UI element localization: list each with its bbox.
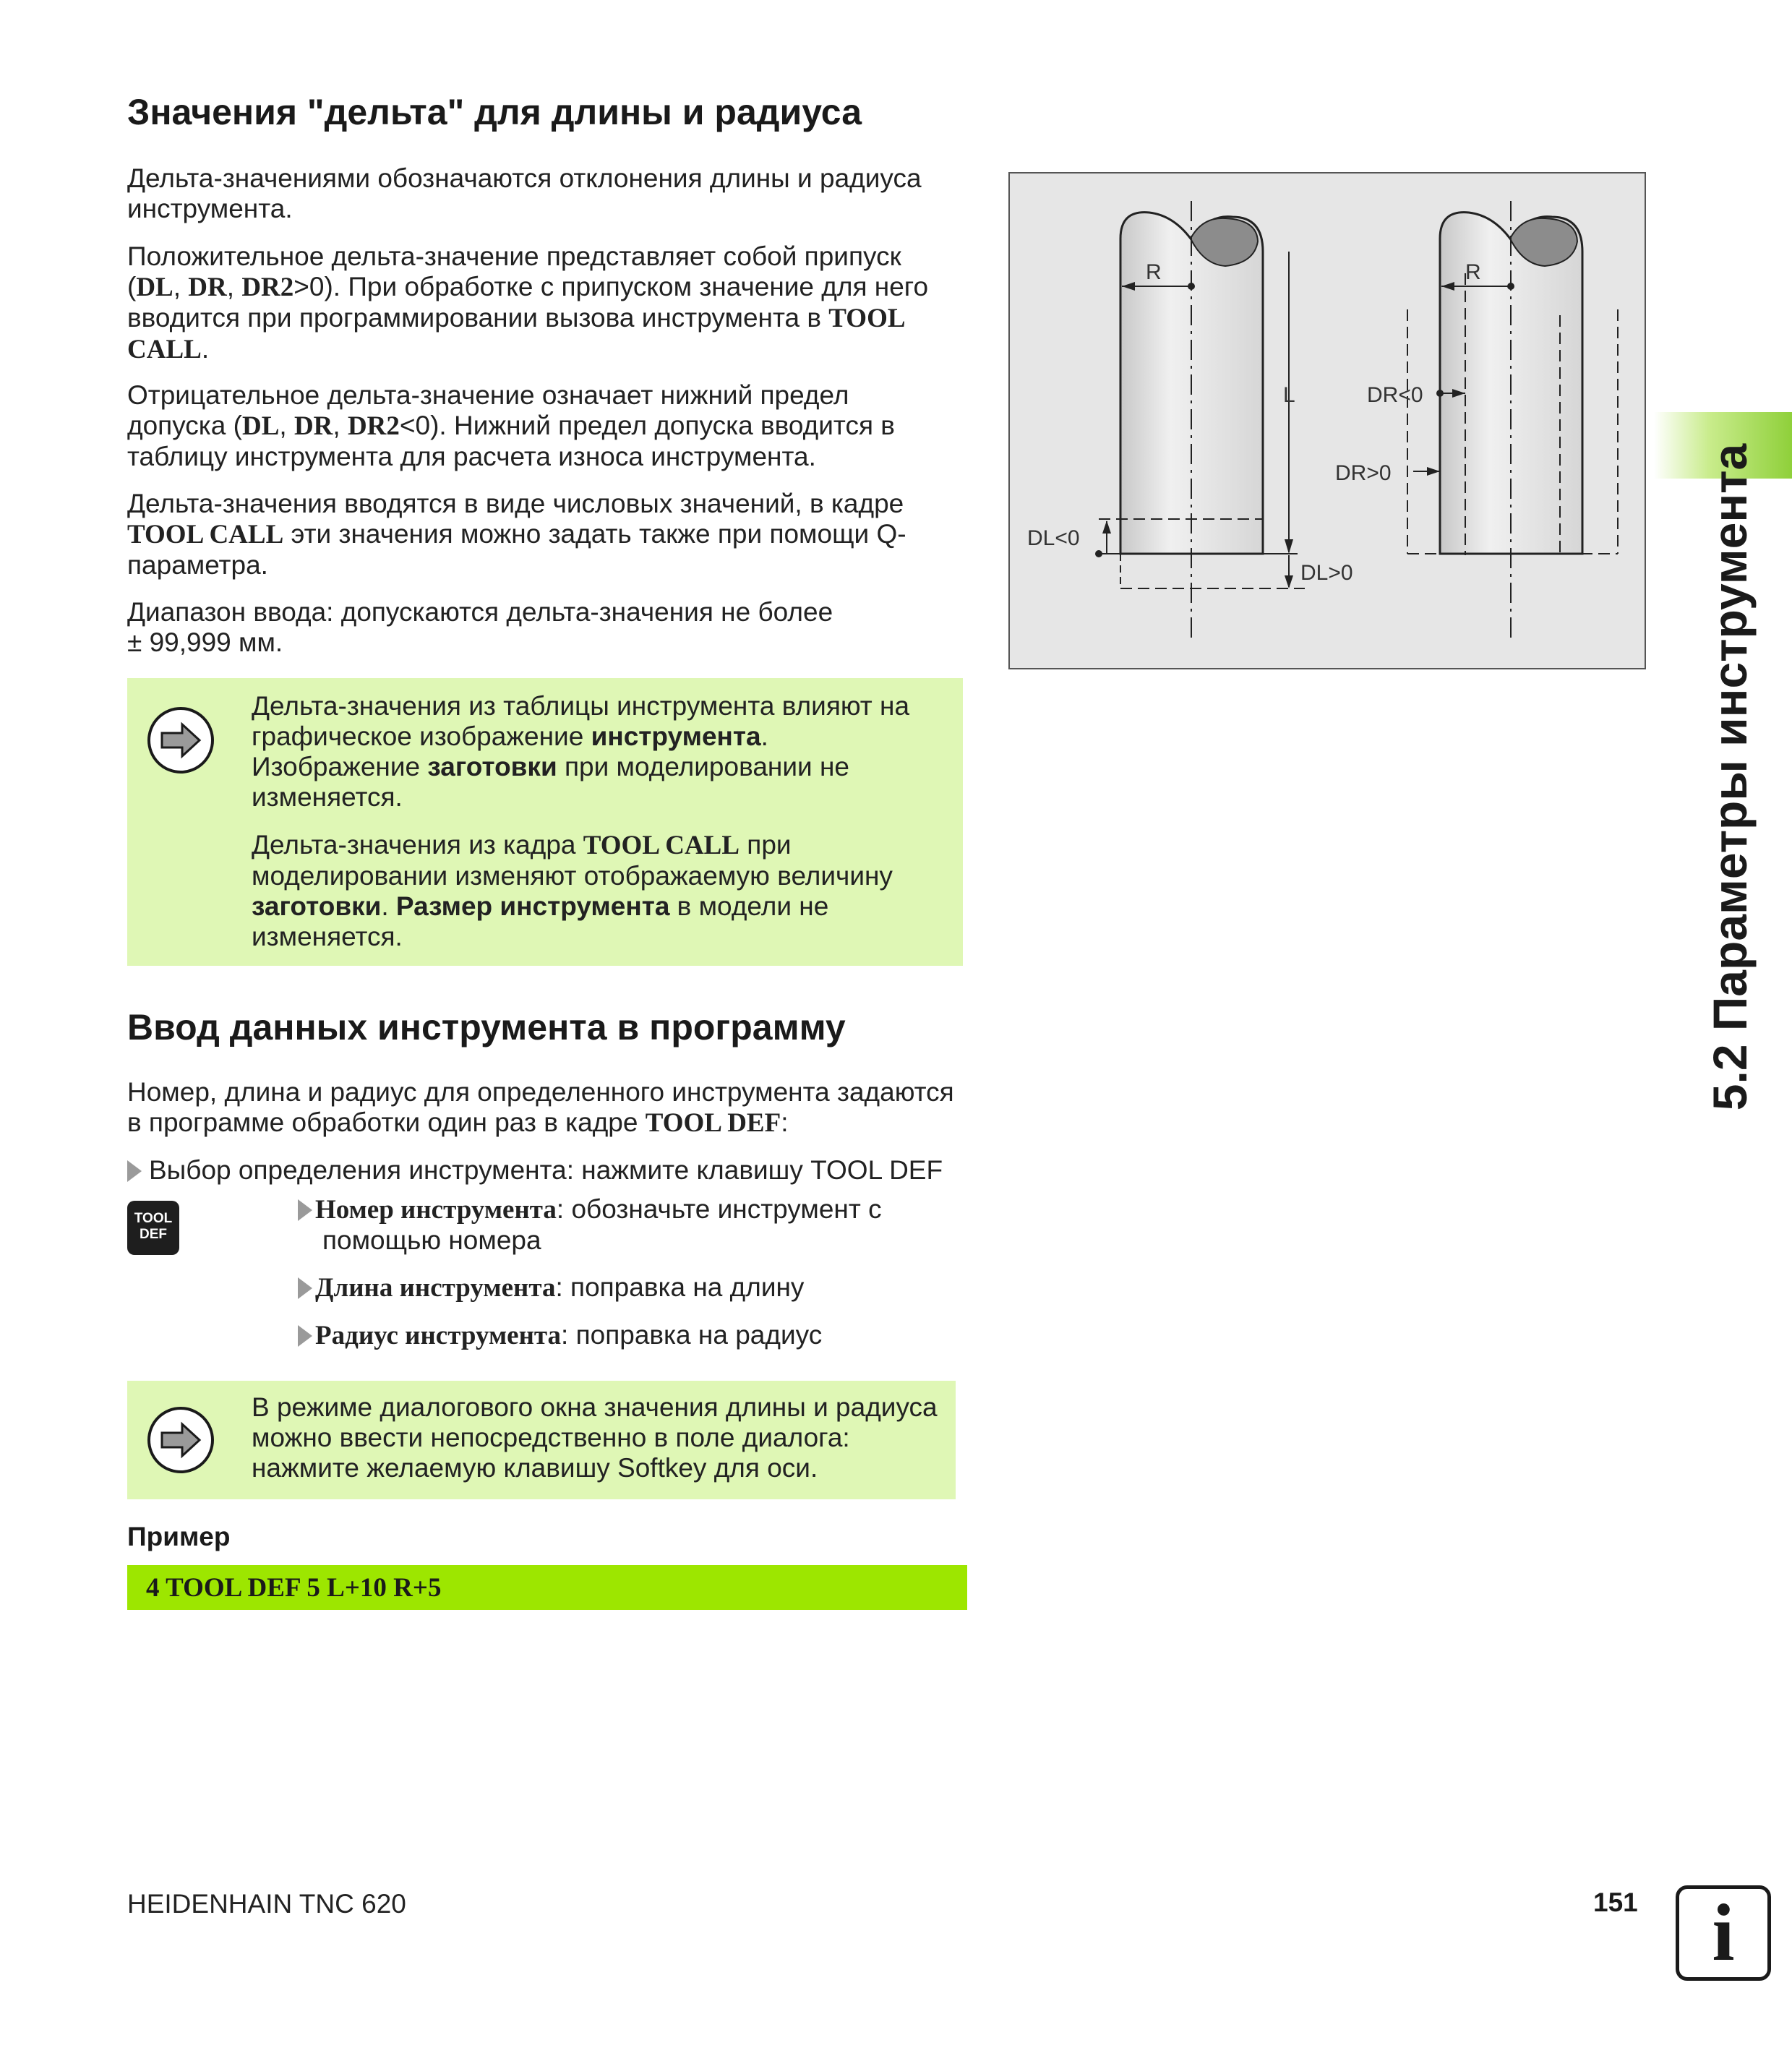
paragraph-negative-delta bbox=[127, 380, 966, 472]
label-r-right: R bbox=[1465, 260, 1481, 284]
line: Отрицательное дельта-значение означает нижний предел bbox=[127, 380, 849, 410]
bullet-triangle-icon bbox=[298, 1199, 312, 1221]
line: можно ввести непосредственно в поле диалога: bbox=[252, 1423, 850, 1452]
section-title-tool-data: Ввод данных инструмента в программу bbox=[127, 1007, 846, 1047]
paragraph-intro bbox=[127, 163, 966, 224]
section-title-delta: Значения "дельта" для длины и радиуса bbox=[127, 92, 862, 132]
bullet-triangle-icon bbox=[298, 1277, 312, 1299]
example-heading: Пример bbox=[127, 1522, 231, 1551]
label-dl-pos: DL>0 bbox=[1300, 561, 1353, 585]
label-dl-neg: DL<0 bbox=[1027, 526, 1080, 550]
paragraph-tool-def bbox=[127, 1077, 980, 1139]
paragraph-input-range bbox=[127, 597, 966, 658]
line: допуска (DL, DR, DR2<0). Нижний предел допуска вводится в bbox=[127, 411, 895, 441]
note-text bbox=[252, 1392, 946, 1483]
label-r-left: R bbox=[1146, 260, 1162, 284]
paragraph-text: Дельта-значениями обозначаются отклонения длины и радиуса инструмента. bbox=[127, 163, 922, 223]
line: CALL. bbox=[127, 334, 210, 364]
line: параметра. bbox=[127, 550, 268, 580]
line: помощью номера bbox=[322, 1225, 541, 1255]
line: ± 99,999 мм. bbox=[127, 627, 283, 657]
line: Дельта-значения из кадра TOOL CALL при bbox=[252, 830, 792, 860]
page-number: 151 bbox=[1593, 1888, 1638, 1917]
example-code-bar bbox=[127, 1565, 967, 1610]
line: В режиме диалогового окна значения длины и радиуса bbox=[252, 1392, 938, 1422]
line: нажмите желаемую клавишу Softkey для оси. bbox=[252, 1453, 818, 1483]
info-icon[interactable]: i bbox=[1676, 1885, 1771, 1981]
line: графическое изображение инструмента. bbox=[252, 721, 768, 751]
line: Изображение заготовки при моделировании не bbox=[252, 752, 849, 781]
line: Номер инструмента: обозначьте инструмент с bbox=[298, 1194, 948, 1225]
line: Дельта-значения из таблицы инструмента влияют на bbox=[252, 691, 910, 721]
arrow-right-icon bbox=[147, 1407, 214, 1473]
line: изменяется. bbox=[252, 782, 403, 812]
step-tool-radius: Радиус инструмента: поправка на радиус bbox=[298, 1320, 948, 1351]
note-text-b bbox=[252, 830, 946, 952]
note-text-a bbox=[252, 691, 946, 813]
note-box-delta bbox=[127, 678, 963, 966]
line: изменяется. bbox=[252, 922, 403, 951]
arrow-right-icon bbox=[147, 707, 214, 774]
chapter-title: 5.2 Параметры инструмента bbox=[1703, 443, 1757, 1111]
line: моделировании изменяют отображаемую величину bbox=[252, 861, 893, 891]
tool-delta-diagram bbox=[1008, 172, 1646, 669]
bullet-triangle-icon bbox=[298, 1325, 312, 1347]
note-box-dialog bbox=[127, 1381, 956, 1499]
line: Дельта-значения вводятся в виде числовых значений, в кадре bbox=[127, 489, 904, 518]
bullet-triangle-icon bbox=[127, 1160, 142, 1182]
label-l: L bbox=[1283, 383, 1295, 407]
line: Положительное дельта-значение представляет собой припуск bbox=[127, 241, 901, 271]
line: Номер, длина и радиус для определенного инструмента задаются bbox=[127, 1077, 954, 1107]
line: TOOL CALL эти значения можно задать также при помощи Q- bbox=[127, 519, 906, 549]
line: Диапазон ввода: допускаются дельта-значения не более bbox=[127, 597, 833, 627]
footer-manual-title: HEIDENHAIN TNC 620 bbox=[127, 1889, 406, 1919]
label-dr-pos: DR>0 bbox=[1335, 461, 1392, 485]
step-tool-number bbox=[298, 1194, 948, 1256]
example-code: 4 TOOL DEF 5 L+10 R+5 bbox=[146, 1573, 442, 1603]
line: (DL, DR, DR2>0). При обработке с припуском значение для него bbox=[127, 272, 929, 302]
line: вводится при программировании вызова инструмента в TOOL bbox=[127, 303, 906, 333]
tool-def-key-icon[interactable]: TOOL DEF bbox=[127, 1201, 179, 1255]
paragraph-positive-delta bbox=[127, 241, 966, 365]
line: заготовки. Размер инструмента в модели не bbox=[252, 891, 829, 921]
line: таблицу инструмента для расчета износа инструмента. bbox=[127, 442, 816, 471]
label-dr-neg: DR<0 bbox=[1367, 383, 1423, 407]
step-select-tool-def: Выбор определения инструмента: нажмите клавишу TOOL DEF bbox=[127, 1155, 980, 1186]
paragraph-numeric-input bbox=[127, 489, 966, 580]
line: в программе обработки один раз в кадре TOOL DEF: bbox=[127, 1107, 789, 1138]
step-tool-length: Длина инструмента: поправка на длину bbox=[298, 1272, 948, 1303]
